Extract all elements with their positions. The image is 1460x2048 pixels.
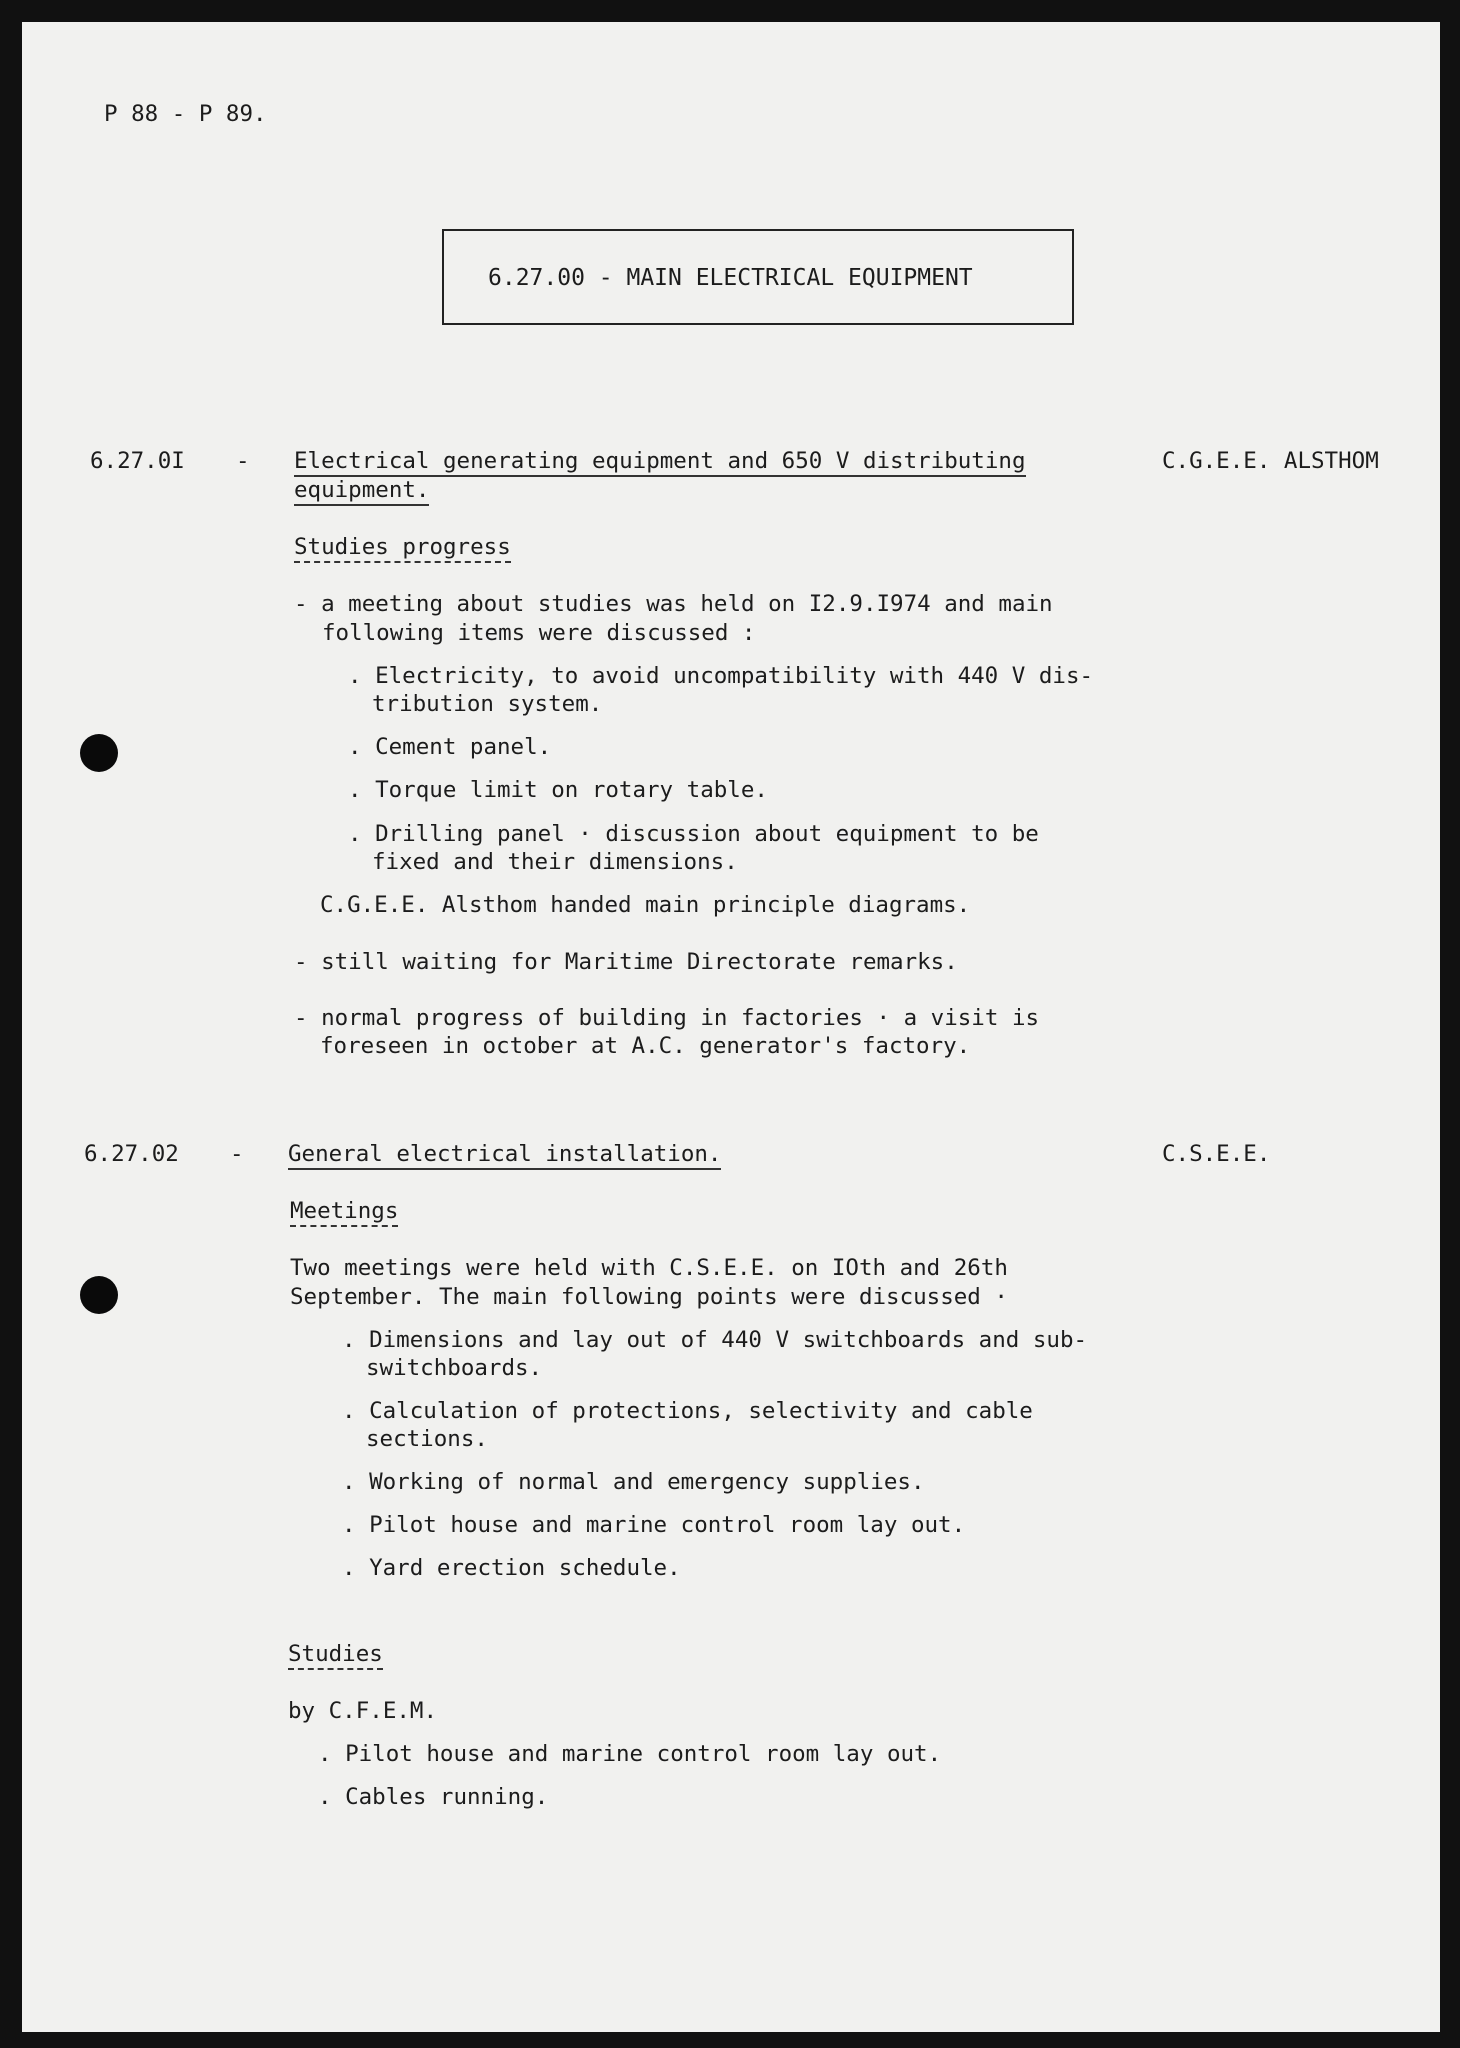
section-heading-text: equipment.	[294, 477, 429, 506]
bullet-item-continued: sections.	[366, 1426, 488, 1452]
studies-heading	[288, 1640, 383, 1669]
paragraph-line: Two meetings were held with C.S.E.E. on IOth and 26th	[290, 1255, 1008, 1281]
section-dash: -	[230, 1141, 244, 1167]
paragraph-line: September. The main following points were discussed ·	[290, 1284, 1008, 1310]
section-heading-text: General electrical installation.	[288, 1141, 721, 1170]
punch-hole-dot	[80, 1276, 118, 1314]
section-heading-line1	[288, 1140, 721, 1169]
subheading-text: Studies progress	[294, 534, 511, 563]
note-line: C.G.E.E. Alsthom handed main principle diagrams.	[320, 892, 971, 918]
bullet-item: . Drilling panel · discussion about equipment to be	[348, 821, 1039, 847]
list-item-line: following items were discussed :	[322, 620, 756, 646]
section-number: 6.27.02	[84, 1141, 179, 1167]
list-item-line: - normal progress of building in factories · a visit is	[294, 1005, 1040, 1031]
bullet-item: . Dimensions and lay out of 440 V switchboards and sub-	[342, 1327, 1088, 1353]
section-heading-text: Electrical generating equipment and 650 V distributing	[294, 448, 1026, 477]
document-page	[22, 22, 1440, 2032]
bullet-item: . Torque limit on rotary table.	[348, 777, 768, 803]
bullet-item: . Pilot house and marine control room lay out.	[342, 1512, 966, 1538]
studies-heading-text: Studies	[288, 1641, 383, 1670]
contractor-name: C.G.E.E. ALSTHOM	[1162, 448, 1379, 474]
document-title: 6.27.00 - MAIN ELECTRICAL EQUIPMENT	[488, 265, 973, 291]
bullet-item: . Cement panel.	[348, 734, 552, 760]
section-heading-line2	[294, 476, 429, 505]
contractor-name: C.S.E.E.	[1162, 1141, 1271, 1167]
section-dash: -	[236, 448, 250, 474]
punch-hole-dot	[80, 734, 118, 772]
list-item-line: foreseen in october at A.C. generator's factory.	[320, 1033, 971, 1059]
bullet-item: . Calculation of protections, selectivity and cable	[342, 1398, 1033, 1424]
list-item-line: - a meeting about studies was held on I2.9.I974 and main	[294, 591, 1053, 617]
bullet-item: . Yard erection schedule.	[342, 1555, 681, 1581]
title-box	[442, 229, 1074, 325]
subheading	[294, 533, 511, 562]
list-item-line: - still waiting for Maritime Directorate remarks.	[294, 949, 958, 975]
section-heading-line1	[294, 447, 1026, 476]
bullet-item: . Electricity, to avoid uncompatibility with 440 V dis-	[348, 663, 1094, 689]
bullet-item-continued: switchboards.	[366, 1355, 543, 1381]
subheading	[290, 1197, 398, 1226]
bullet-item-continued: tribution system.	[372, 691, 603, 717]
bullet-item-continued: fixed and their dimensions.	[372, 849, 738, 875]
studies-by: by C.F.E.M.	[288, 1698, 438, 1724]
bullet-item: . Working of normal and emergency supplies.	[342, 1469, 925, 1495]
bullet-item: . Cables running.	[318, 1784, 549, 1810]
bullet-item: . Pilot house and marine control room lay out.	[318, 1741, 942, 1767]
section-number: 6.27.0I	[90, 448, 185, 474]
page-reference: P 88 - P 89.	[104, 101, 267, 127]
subheading-text: Meetings	[290, 1198, 398, 1227]
